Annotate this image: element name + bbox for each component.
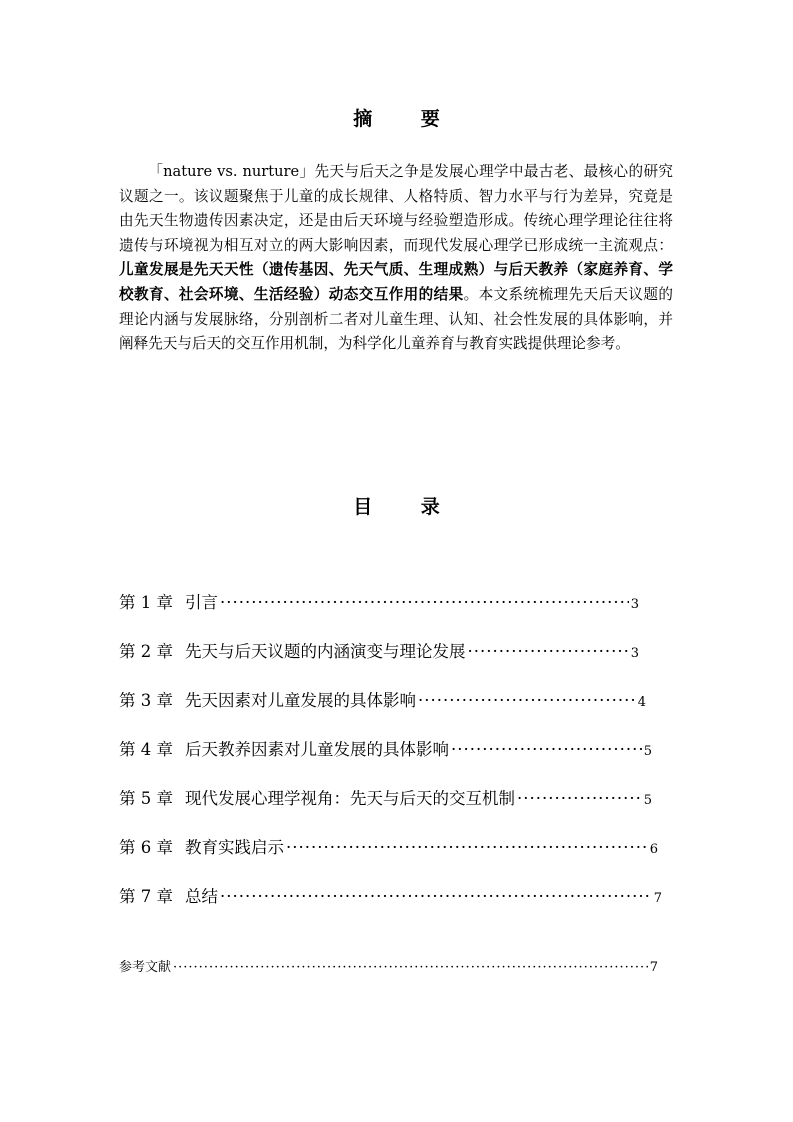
toc-page-number: 3	[630, 646, 639, 661]
toc-dot-leader	[173, 960, 648, 975]
abstract-text-part2: 。本文系统梳理先天后天议题的理论内涵与发展脉络，分别剖析二者对儿童生理、认知、社会性发展的具体影响，并阐释先天与后天的交互作用机制，为科学化儿童养育与教育实践提供理论参考。	[119, 285, 673, 353]
toc-page-number: 5	[643, 744, 652, 759]
toc-chapter-title: 现代发展心理学视角：先天与后天的交互机制	[185, 789, 515, 808]
toc-item-chapter-4[interactable]	[119, 736, 652, 760]
toc-item-chapter-1[interactable]	[119, 589, 639, 613]
toc-chapter-number: 第 7 章	[119, 887, 173, 906]
toc-dot-leader	[220, 593, 629, 612]
toc-chapter-title: 引言	[185, 593, 218, 612]
toc-dot-leader	[468, 642, 629, 661]
toc-item-chapter-5[interactable]	[119, 785, 652, 809]
toc-chapter-number: 第 3 章	[119, 691, 173, 710]
toc-page-number: 6	[649, 842, 658, 857]
toc-item-chapter-3[interactable]	[119, 687, 646, 711]
toc-heading: 目 录	[353, 496, 461, 518]
toc-dot-leader	[451, 740, 642, 759]
toc-item-chapter-7[interactable]	[119, 883, 662, 907]
toc-dot-leader	[517, 789, 642, 808]
toc-page-number: 4	[637, 695, 646, 710]
toc-page-number: 7	[649, 960, 658, 975]
abstract-text-part1: 「nature vs. nurture」先天与后天之争是发展心理学中最古老、最核心的研究议题之一。该议题聚焦于儿童的成长规律、人格特质、智力水平与行为差异，究竟是由先天生物遗传因素决定，还是由后天环境与经验塑造形成。传统心理学理论往往将遗传与环境视为相互对立的两大影响因素，而现代发展心理学已形成统一主流观点：	[119, 163, 673, 254]
toc-chapter-number: 第 2 章	[119, 642, 173, 661]
toc-page-number: 7	[653, 891, 662, 906]
toc-dot-leader	[220, 887, 652, 906]
toc-references-title: 参考文献	[119, 960, 172, 975]
abstract-paragraph	[119, 160, 673, 357]
toc-chapter-title: 先天因素对儿童发展的具体影响	[185, 691, 416, 710]
toc-item-chapter-6[interactable]	[119, 834, 658, 858]
toc-page-number: 5	[643, 793, 652, 808]
toc-chapter-number: 第 4 章	[119, 740, 173, 759]
toc-chapter-title: 后天教养因素对儿童发展的具体影响	[185, 740, 449, 759]
toc-chapter-number: 第 1 章	[119, 593, 173, 612]
toc-chapter-number: 第 5 章	[119, 789, 173, 808]
abstract-key-statement: 儿童发展是先天天性（遗传基因、先天气质、生理成熟）与后天教养（家庭养育、学校教育、社会环境、生活经验）动态交互作用的结果	[119, 261, 673, 303]
abstract-heading: 摘 要	[353, 108, 461, 130]
toc-item-references[interactable]	[119, 956, 658, 975]
toc-chapter-title: 先天与后天议题的内涵演变与理论发展	[185, 642, 466, 661]
toc-chapter-number: 第 6 章	[119, 838, 173, 857]
toc-dot-leader	[418, 691, 636, 710]
toc-item-chapter-2[interactable]	[119, 638, 639, 662]
toc-dot-leader	[286, 838, 648, 857]
toc-chapter-title: 总结	[185, 887, 218, 906]
toc-page-number: 3	[630, 597, 639, 612]
toc-chapter-title: 教育实践启示	[185, 838, 284, 857]
